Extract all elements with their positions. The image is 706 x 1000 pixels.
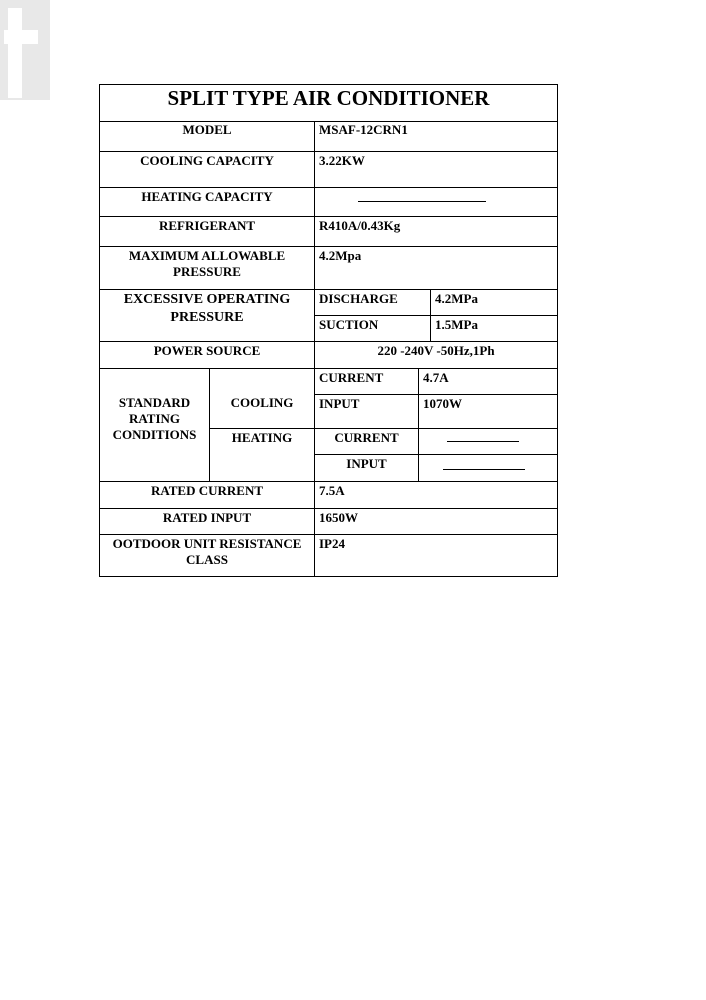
- row-line: [314, 315, 558, 316]
- discharge-label: DISCHARGE: [319, 291, 398, 306]
- suction-label: SUCTION: [319, 317, 379, 332]
- heating-current-blank-line: [447, 441, 519, 442]
- rated-input-label: RATED INPUT: [162, 510, 252, 525]
- rated-input-value: 1650W: [319, 510, 358, 525]
- row-line: [314, 454, 558, 455]
- column-divider-rating-values: [418, 368, 419, 481]
- row-line: [99, 84, 558, 85]
- model-value: MSAF-12CRN1: [319, 122, 408, 137]
- row-line: [209, 428, 558, 429]
- discharge-value: 4.2MPa: [435, 291, 478, 306]
- row-line: [99, 246, 558, 247]
- row-line: [99, 534, 558, 535]
- heating-input-blank-line: [443, 469, 525, 470]
- standard-rating-label-line3: CONDITIONS: [112, 427, 197, 442]
- row-line: [99, 508, 558, 509]
- row-line: [99, 151, 558, 152]
- cooling-current-value: 4.7A: [423, 370, 449, 385]
- rated-current-label: RATED CURRENT: [150, 483, 264, 498]
- power-source-value: 220 -240V -50Hz,1Ph: [377, 343, 495, 358]
- max-pressure-label-line2: PRESSURE: [173, 264, 241, 279]
- cooling-input-label: INPUT: [319, 396, 360, 411]
- outdoor-class-value: IP24: [319, 536, 345, 551]
- heating-input-label: INPUT: [346, 456, 387, 471]
- letter-t-logo-icon: [0, 0, 50, 100]
- row-line: [99, 289, 558, 290]
- cooling-capacity-label: COOLING CAPACITY: [140, 153, 274, 168]
- table-title: SPLIT TYPE AIR CONDITIONER: [167, 86, 490, 110]
- power-source-label: POWER SOURCE: [153, 343, 261, 358]
- cooling-input-value: 1070W: [423, 396, 462, 411]
- row-line: [99, 341, 558, 342]
- row-line: [99, 368, 558, 369]
- max-pressure-label-line1: MAXIMUM ALLOWABLE: [128, 248, 286, 263]
- model-label: MODEL: [182, 122, 232, 137]
- refrigerant-value: R410A/0.43Kg: [319, 218, 401, 233]
- standard-rating-label-line1: STANDARD: [118, 395, 191, 410]
- column-divider-rating-sub: [209, 368, 210, 481]
- max-pressure-value: 4.2Mpa: [319, 248, 362, 263]
- cooling-current-label: CURRENT: [319, 370, 384, 385]
- row-line: [314, 394, 558, 395]
- rating-heating-label: HEATING: [231, 430, 293, 445]
- row-line: [99, 216, 558, 217]
- excessive-pressure-label-line1: EXCESSIVE OPERATING: [123, 292, 291, 307]
- standard-rating-label-line2: RATING: [128, 411, 181, 426]
- brand-logo: [0, 0, 50, 100]
- heating-capacity-blank-line: [358, 201, 486, 202]
- table-border-right: [557, 84, 558, 576]
- rated-current-value: 7.5A: [319, 483, 345, 498]
- refrigerant-label: REFRIGERANT: [158, 218, 256, 233]
- heating-current-label: CURRENT: [334, 430, 399, 445]
- rating-cooling-label: COOLING: [230, 395, 294, 410]
- row-line: [99, 481, 558, 482]
- row-line: [99, 187, 558, 188]
- row-line: [99, 576, 558, 577]
- outdoor-class-label-line1: OOTDOOR UNIT RESISTANCE: [112, 536, 302, 551]
- outdoor-class-label-line2: CLASS: [186, 552, 228, 567]
- excessive-pressure-label-line2: PRESSURE: [170, 310, 244, 325]
- cooling-capacity-value: 3.22KW: [319, 153, 365, 168]
- suction-value: 1.5MPa: [435, 317, 478, 332]
- heating-capacity-label: HEATING CAPACITY: [141, 189, 273, 204]
